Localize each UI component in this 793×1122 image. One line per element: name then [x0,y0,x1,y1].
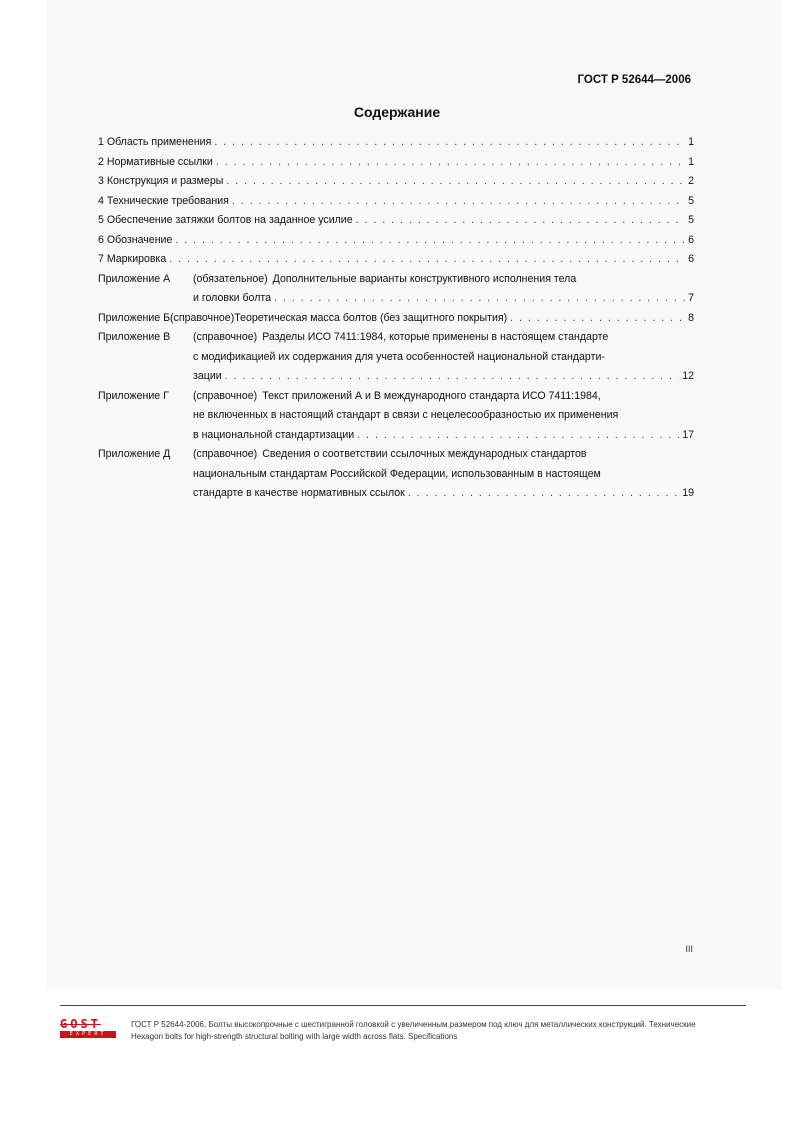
dot-leader [169,253,685,265]
appendix-title: Текст приложений А и В международного стандарта ИСО 7411:1984, [262,389,601,402]
toc-entry-text: 2 Нормативные ссылки [98,155,213,168]
appendix-title-continuation: национальным стандартам Российской Федерации, использованным в настоящем [193,467,601,480]
page-number: III [685,944,693,954]
dot-leader [510,312,685,324]
toc-title: Содержание [353,104,441,120]
dot-leader [232,195,685,207]
toc-entry[interactable] [98,136,694,156]
toc-page-number: 12 [682,370,694,382]
appendix-last-line [193,429,694,449]
appendix-title-continuation: с модификацией их содержания для учета особенностей национальной стандарти- [193,350,605,363]
toc-page-number: 2 [688,175,694,187]
appendix-heading [98,331,694,351]
footer-line-russian: ГОСТ Р 52644-2006, Болты высокопрочные с шестигранной головкой с увеличенным размером под ключ для металлических конструкций. Технические [131,1020,696,1029]
appendix-label: Приложение Б [98,311,171,324]
toc-page-number: 7 [688,292,694,304]
dot-leader [226,175,685,187]
appendix-heading [98,390,694,410]
footer-divider [60,1005,746,1006]
toc-entry-text: 6 Обозначение [98,233,173,246]
gost-expert-logo [60,1018,116,1038]
toc-appendix-entry[interactable] [98,273,694,312]
toc-page-number: 5 [688,214,694,226]
logo-bottom-text: EXPERT [60,1031,116,1038]
toc-page-number: 17 [682,428,694,441]
appendix-label: Приложение В [98,331,171,343]
toc-entry-text: 1 Область применения [98,136,212,148]
toc-page-number: 6 [688,253,694,265]
toc-entry-text: 4 Технические требования [98,194,229,207]
appendix-status: (справочное) [193,448,258,460]
appendix-label: Приложение А [98,272,171,285]
appendix-last-line [193,292,694,312]
toc-entry-text: 5 Обеспечение затяжки болтов на заданное усилие [98,214,353,226]
logo-top-text: GOST [60,1017,101,1031]
toc-entry-text: стандарте в качестве нормативных ссылок [193,487,405,499]
dot-leader [357,429,679,441]
toc-entry[interactable] [98,175,694,195]
toc-page-number: 1 [688,155,694,168]
appendix-heading [98,448,694,468]
toc-entry-text: 7 Маркировка [98,253,167,265]
appendix-status: (обязательное) [193,272,268,285]
toc-appendix-entry[interactable] [98,312,694,332]
toc-entry-text: 3 Конструкция и размеры [98,175,224,187]
toc-entry[interactable] [98,156,694,176]
toc-page-number: 5 [688,194,694,207]
appendix-title-continuation: не включенных в настоящий стандарт в связи с нецелесообразностью их применения [193,409,619,421]
appendix-title: Теоретическая масса болтов (без защитного покрытия) [234,311,508,324]
toc-page-number: 1 [688,136,694,148]
appendix-title: Разделы ИСО 7411:1984, которые применены в настоящем стандарте [262,331,609,343]
appendix-status: (справочное) [193,331,258,343]
document-code: ГОСТ Р 52644—2006 [577,74,691,86]
table-of-contents [98,136,694,507]
appendix-last-line [193,487,694,507]
toc-entry-text: зации [193,370,222,382]
appendix-label: Приложение Г [98,389,169,402]
toc-entry-text: в национальной стандартизации [193,428,355,441]
dot-leader [408,487,679,499]
dot-leader [175,234,685,246]
appendix-title: Сведения о соответствии ссылочных международных стандартов [262,448,587,460]
footer-line-english: Hexagon bolts for high-strength structural bolting with large width across flats. Specifications [131,1032,458,1041]
toc-entry[interactable] [98,214,694,234]
appendix-heading [98,273,694,293]
toc-entry[interactable] [98,234,694,254]
appendix-status: (справочное) [193,389,258,402]
appendix-status: (справочное) [170,311,235,324]
dot-leader [356,214,685,226]
appendix-label: Приложение Д [98,448,171,460]
appendix-heading [98,312,694,332]
toc-entry[interactable] [98,253,694,273]
footer-description [131,1019,793,1043]
toc-entry[interactable] [98,195,694,215]
toc-page-number: 8 [688,311,694,324]
toc-page-number: 19 [682,487,694,499]
toc-appendix-entry[interactable] [98,448,694,507]
dot-leader [216,156,685,168]
toc-appendix-entry[interactable] [98,390,694,449]
dot-leader [274,292,685,304]
toc-appendix-entry[interactable] [98,331,694,390]
appendix-title: Дополнительные варианты конструктивного исполнения тела [272,272,577,285]
dot-leader [225,370,680,382]
toc-page-number: 6 [688,233,694,246]
toc-entry-text: и головки болта [193,292,271,304]
dot-leader [214,136,685,148]
appendix-last-line [193,370,694,390]
